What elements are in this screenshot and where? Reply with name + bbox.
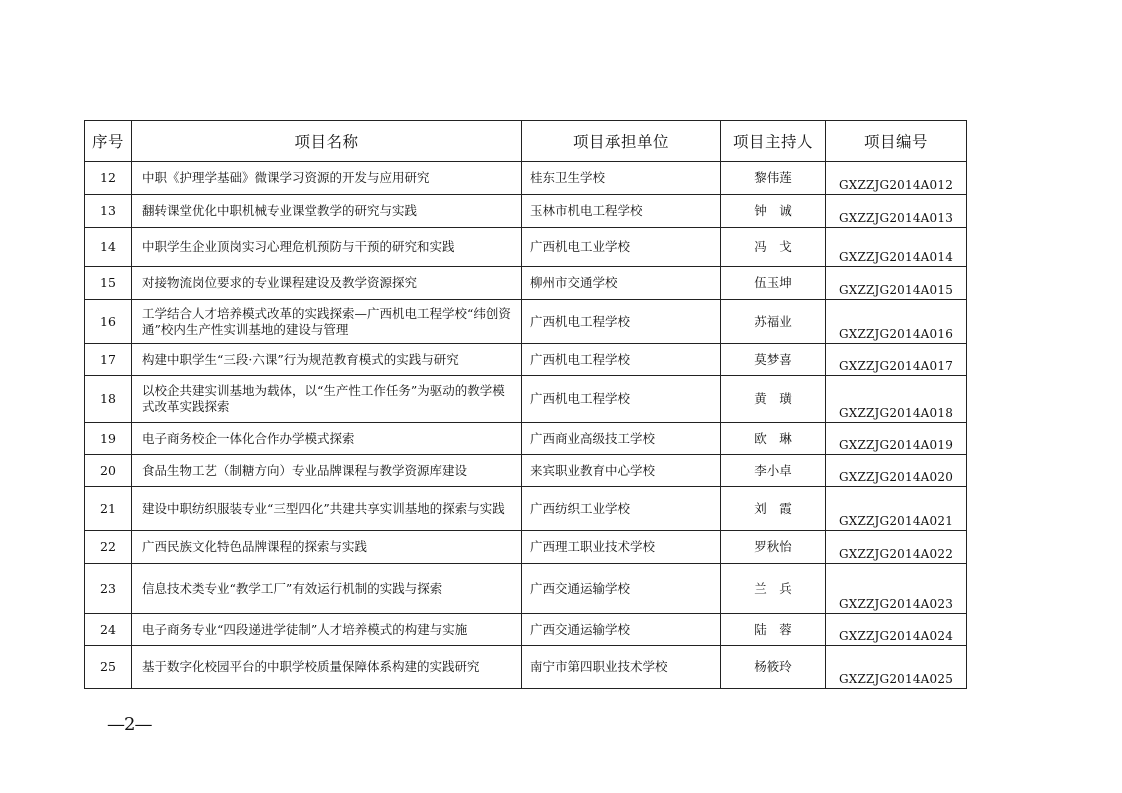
cell-seq: 12 — [85, 162, 132, 195]
cell-unit: 玉林市机电工程学校 — [522, 195, 721, 228]
project-table — [84, 120, 967, 689]
cell-unit: 广西交通运输学校 — [522, 564, 721, 614]
cell-seq: 21 — [85, 487, 132, 531]
cell-project-name: 广西民族文化特色品牌课程的探索与实践 — [132, 531, 522, 564]
cell-project-code: GXZZJG2014A023 — [826, 564, 967, 614]
cell-host: 杨筱玲 — [721, 646, 826, 689]
cell-project-name: 对接物流岗位要求的专业课程建设及教学资源探究 — [132, 267, 522, 300]
cell-host: 黄 璜 — [721, 376, 826, 423]
table-row — [85, 195, 967, 228]
table-row — [85, 300, 967, 344]
cell-project-code: GXZZJG2014A012 — [826, 162, 967, 195]
cell-seq: 13 — [85, 195, 132, 228]
cell-project-code: GXZZJG2014A024 — [826, 614, 967, 646]
cell-project-name: 中职《护理学基础》微课学习资源的开发与应用研究 — [132, 162, 522, 195]
cell-project-name: 食品生物工艺（制糖方向）专业品牌课程与教学资源库建设 — [132, 455, 522, 487]
header-project-code: 项目编号 — [826, 121, 967, 162]
cell-project-code: GXZZJG2014A015 — [826, 267, 967, 300]
table-header-row — [85, 121, 967, 162]
table-row — [85, 614, 967, 646]
page-number: —2— — [107, 714, 152, 735]
cell-project-code: GXZZJG2014A020 — [826, 455, 967, 487]
cell-project-name: 电子商务校企一体化合作办学模式探索 — [132, 423, 522, 455]
cell-project-code: GXZZJG2014A025 — [826, 646, 967, 689]
cell-project-name: 以校企共建实训基地为载体，以“生产性工作任务”为驱动的教学模式改革实践探索 — [132, 376, 522, 423]
cell-seq: 15 — [85, 267, 132, 300]
header-host: 项目主持人 — [721, 121, 826, 162]
cell-project-name: 翻转课堂优化中职机械专业课堂教学的研究与实践 — [132, 195, 522, 228]
table-row — [85, 423, 967, 455]
table-row — [85, 344, 967, 376]
table-row — [85, 531, 967, 564]
cell-host: 黎伟莲 — [721, 162, 826, 195]
cell-project-code: GXZZJG2014A017 — [826, 344, 967, 376]
cell-host: 伍玉坤 — [721, 267, 826, 300]
cell-seq: 18 — [85, 376, 132, 423]
cell-host: 欧 琳 — [721, 423, 826, 455]
cell-unit: 广西机电工程学校 — [522, 376, 721, 423]
cell-seq: 23 — [85, 564, 132, 614]
table-row — [85, 267, 967, 300]
header-unit: 项目承担单位 — [522, 121, 721, 162]
cell-project-code: GXZZJG2014A013 — [826, 195, 967, 228]
cell-seq: 22 — [85, 531, 132, 564]
cell-host: 罗秋怡 — [721, 531, 826, 564]
cell-unit: 来宾职业教育中心学校 — [522, 455, 721, 487]
cell-host: 陆 蓉 — [721, 614, 826, 646]
cell-host: 李小卓 — [721, 455, 826, 487]
cell-unit: 广西机电工程学校 — [522, 344, 721, 376]
cell-host: 苏福业 — [721, 300, 826, 344]
cell-seq: 16 — [85, 300, 132, 344]
table-row — [85, 228, 967, 267]
cell-project-name: 工学结合人才培养模式改革的实践探索—广西机电工程学校“纬创资通”校内生产性实训基地的建设与管理 — [132, 300, 522, 344]
table-row — [85, 162, 967, 195]
cell-seq: 20 — [85, 455, 132, 487]
cell-unit: 广西交通运输学校 — [522, 614, 721, 646]
cell-unit: 南宁市第四职业技术学校 — [522, 646, 721, 689]
cell-unit: 广西机电工业学校 — [522, 228, 721, 267]
table-row — [85, 646, 967, 689]
cell-seq: 25 — [85, 646, 132, 689]
table-row — [85, 455, 967, 487]
cell-project-name: 中职学生企业顶岗实习心理危机预防与干预的研究和实践 — [132, 228, 522, 267]
cell-project-code: GXZZJG2014A019 — [826, 423, 967, 455]
cell-seq: 24 — [85, 614, 132, 646]
table-row — [85, 376, 967, 423]
cell-host: 刘 霞 — [721, 487, 826, 531]
cell-unit: 广西商业高级技工学校 — [522, 423, 721, 455]
cell-project-code: GXZZJG2014A022 — [826, 531, 967, 564]
table-row — [85, 487, 967, 531]
cell-project-code: GXZZJG2014A016 — [826, 300, 967, 344]
header-seq: 序号 — [85, 121, 132, 162]
cell-host: 冯 戈 — [721, 228, 826, 267]
cell-unit: 广西纺织工业学校 — [522, 487, 721, 531]
cell-project-name: 基于数字化校园平台的中职学校质量保障体系构建的实践研究 — [132, 646, 522, 689]
cell-project-code: GXZZJG2014A018 — [826, 376, 967, 423]
cell-host: 兰 兵 — [721, 564, 826, 614]
cell-unit: 广西理工职业技术学校 — [522, 531, 721, 564]
cell-project-code: GXZZJG2014A021 — [826, 487, 967, 531]
cell-seq: 14 — [85, 228, 132, 267]
cell-unit: 广西机电工程学校 — [522, 300, 721, 344]
cell-project-name: 构建中职学生“三段·六课”行为规范教育模式的实践与研究 — [132, 344, 522, 376]
cell-project-name: 信息技术类专业“教学工厂”有效运行机制的实践与探索 — [132, 564, 522, 614]
cell-seq: 17 — [85, 344, 132, 376]
cell-unit: 桂东卫生学校 — [522, 162, 721, 195]
cell-host: 莫梦喜 — [721, 344, 826, 376]
cell-project-name: 建设中职纺织服装专业“三型四化”共建共享实训基地的探索与实践 — [132, 487, 522, 531]
header-project-name: 项目名称 — [132, 121, 522, 162]
cell-seq: 19 — [85, 423, 132, 455]
cell-project-code: GXZZJG2014A014 — [826, 228, 967, 267]
table-row — [85, 564, 967, 614]
cell-host: 钟 诚 — [721, 195, 826, 228]
cell-project-name: 电子商务专业“四段递进学徒制”人才培养模式的构建与实施 — [132, 614, 522, 646]
cell-unit: 柳州市交通学校 — [522, 267, 721, 300]
